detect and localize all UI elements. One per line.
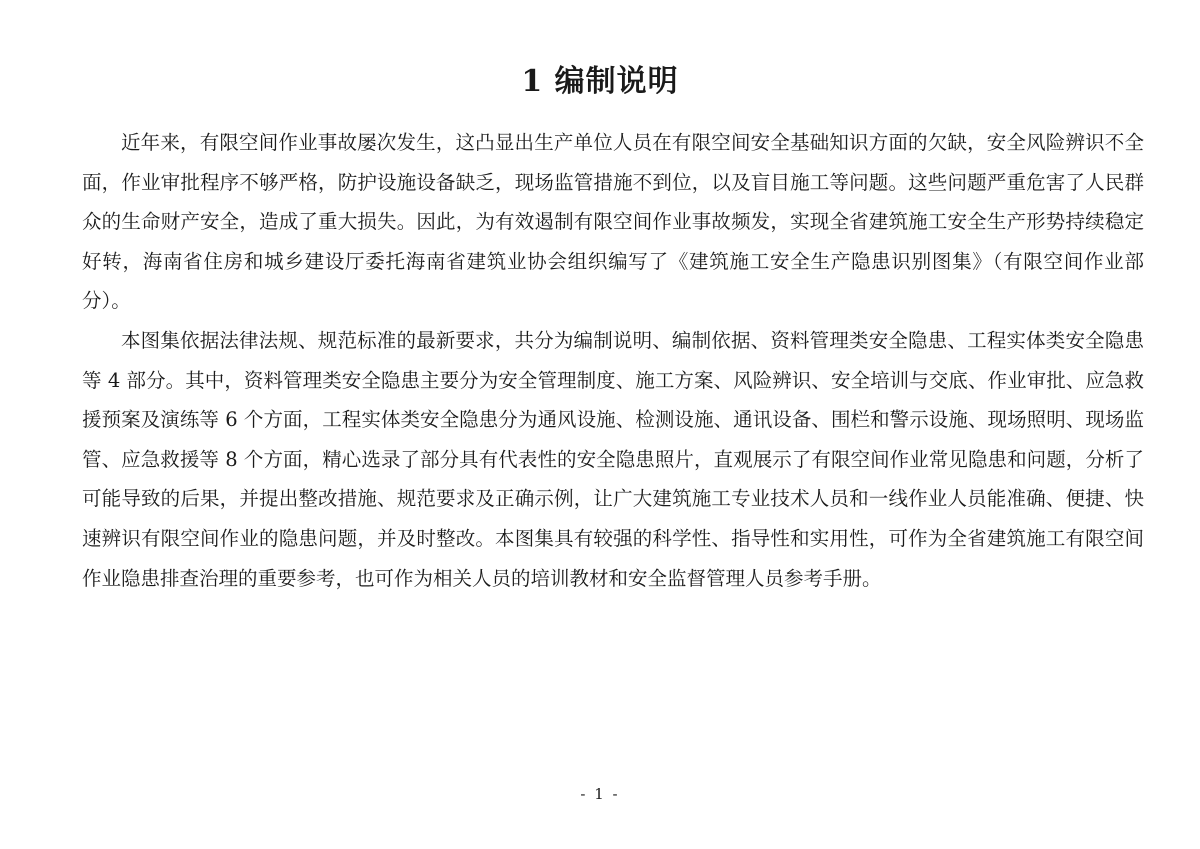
body-text (82, 123, 1144, 598)
paragraph-2: 本图集依据法律法规、规范标准的最新要求，共分为编制说明、编制依据、资料管理类安全隐患、工程实体类安全隐患等 4 部分。其中，资料管理类安全隐患主要分为安全管理制度、施工方案、风险辨识、安全培训与交底、作业审批、应急救援预案及演练等 6 个方面，工程实体类安全隐患分为通风设施、检测设施、通讯设备、围栏和警示设施、现场照明、现场监管、应急救援等 8 个方面，精心选录了部分具有代表性的安全隐患照片，直观展示了有限空间作业常见隐患和问题，分析了可能导致的后果，并提出整改措施、规范要求及正确示例，让广大建筑施工专业技术人员和一线作业人员能准确、便捷、快速辨识有限空间作业的隐患问题，并及时整改。本图集具有较强的科学性、指导性和实用性，可作为全省建筑施工有限空间作业隐患排查治理的重要参考，也可作为相关人员的培训教材和安全监督管理人员参考手册。 (82, 328, 1144, 590)
page-title: 1 编制说明 (521, 64, 679, 99)
page-number: - 1 - (580, 785, 620, 803)
paragraph-1: 近年来，有限空间作业事故屡次发生，这凸显出生产单位人员在有限空间安全基础知识方面的欠缺，安全风险辨识不全面，作业审批程序不够严格，防护设施设备缺乏，现场监管措施不到位，以及盲目施工等问题。这些问题严重危害了人民群众的生命财产安全，造成了重大损失。因此，为有效遏制有限空间作业事故频发，实现全省建筑施工安全生产形势持续稳定好转，海南省住房和城乡建设厅委托海南省建筑业协会组织编写了《建筑施工安全生产隐患识别图集》（有限空间作业部分）。 (82, 131, 1144, 313)
